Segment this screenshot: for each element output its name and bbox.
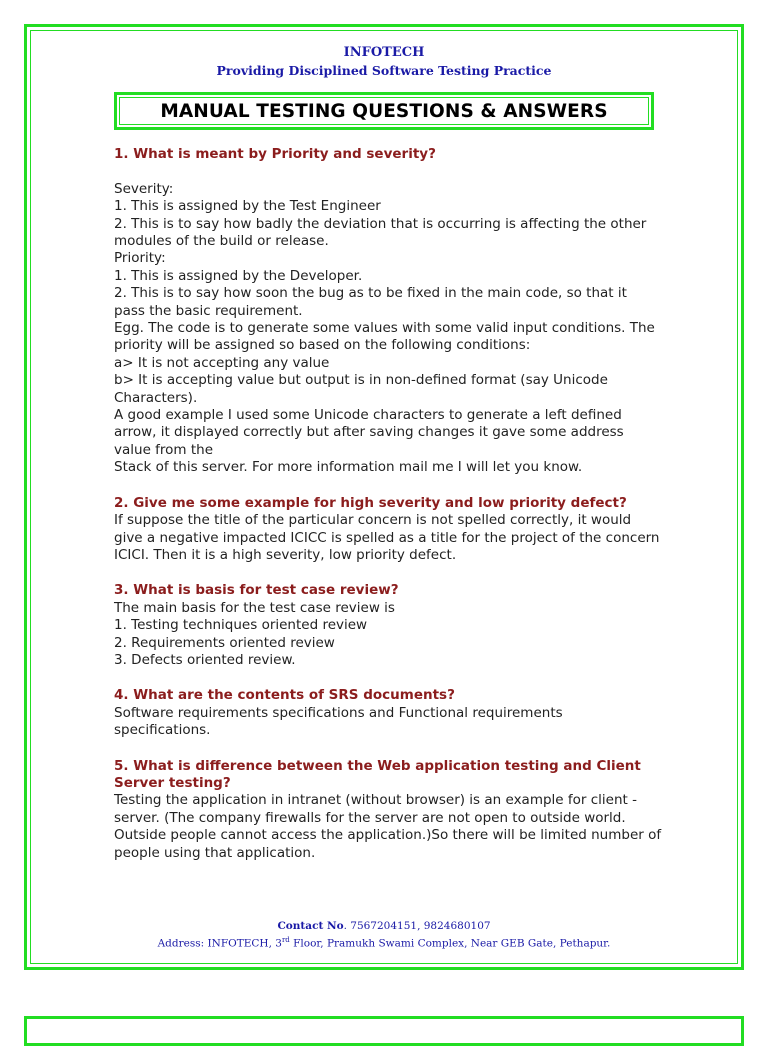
qa-item-5 [114, 758, 662, 862]
qa-item-1 [114, 146, 662, 477]
answer-line: 2. Requirements oriented review [114, 634, 335, 651]
answer-line: Egg. The code is to generate some values with some valid input conditions. The priority will be assigned so based on the following conditions: [114, 320, 655, 354]
answer-line: 2. This is to say how badly the deviation that is occurring is affecting the other modules of the build or release. [114, 215, 647, 250]
contact-label: Contact No [277, 920, 344, 932]
answer-line: The main basis for the test case review is [114, 599, 395, 616]
answer-line: Stack of this server. For more information mail me I will let you know. [114, 459, 583, 476]
address-prefix: Address: INFOTECH, 3 [157, 937, 282, 950]
answer-line: b> It is accepting value but output is in non-defined format (say Unicode Characters). [114, 372, 608, 406]
answer-line: 1. This is assigned by the Test Engineer [114, 198, 381, 215]
question-heading: 2. Give me some example for high severity and low priority defect? [114, 494, 627, 511]
brand-name: INFOTECH [343, 45, 425, 60]
document-title: MANUAL TESTING QUESTIONS & ANSWERS [160, 100, 608, 122]
qa-content [114, 146, 662, 880]
answer-line: 1. Testing techniques oriented review [114, 617, 368, 634]
document-footer [0, 919, 768, 952]
answer-line: 1. This is assigned by the Developer. [114, 267, 363, 284]
contact-numbers: . 7567204151, 9824680107 [343, 920, 491, 932]
answer-line: a> It is not accepting any value [114, 354, 330, 371]
question-heading: 4. What are the contents of SRS documents? [114, 687, 455, 704]
title-box-inner [119, 97, 649, 125]
address-suffix: Floor, Pramukh Swami Complex, Near GEB Gate, Pethapur. [289, 937, 611, 950]
question-heading: 5. What is difference between the Web application testing and Client Server testing? [114, 757, 641, 791]
question-heading: 1. What is meant by Priority and severity? [114, 146, 436, 162]
answer-line: If suppose the title of the particular concern is not spelled correctly, it would give a negative impacted ICICC is spelled as a title for the project of the concern ICICI. Then it is a high severity, low priority defect. [114, 512, 660, 563]
next-page-border [24, 1016, 744, 1046]
answer-line: A good example I used some Unicode characters to generate a left defined arrow, it displayed correctly but after saving changes it gave some address value from the [114, 407, 624, 458]
answer-line: Testing the application in intranet (without browser) is an example for client -server. (The company firewalls for the server are not open to outside world. Outside people cannot access the application.)So there will be limited number of people using that application. [114, 792, 662, 861]
qa-item-2 [114, 495, 662, 565]
answer-line: Severity: [114, 180, 174, 197]
contact-line [0, 919, 768, 933]
document-header [0, 44, 768, 80]
answer-line: Priority: [114, 250, 166, 267]
answer-line: Software requirements specifications and Functional requirements specifications. [114, 704, 563, 739]
qa-item-3 [114, 582, 662, 669]
address-line [0, 933, 768, 952]
address-superscript: rd [281, 936, 290, 944]
qa-item-4 [114, 687, 662, 739]
brand-tagline: Providing Disciplined Software Testing Practice [216, 63, 552, 78]
answer-line: 3. Defects oriented review. [114, 651, 296, 668]
answer-line: 2. This is to say how soon the bug as to be fixed in the main code, so that it pass the basic requirement. [114, 285, 627, 319]
question-heading: 3. What is basis for test case review? [114, 582, 399, 599]
